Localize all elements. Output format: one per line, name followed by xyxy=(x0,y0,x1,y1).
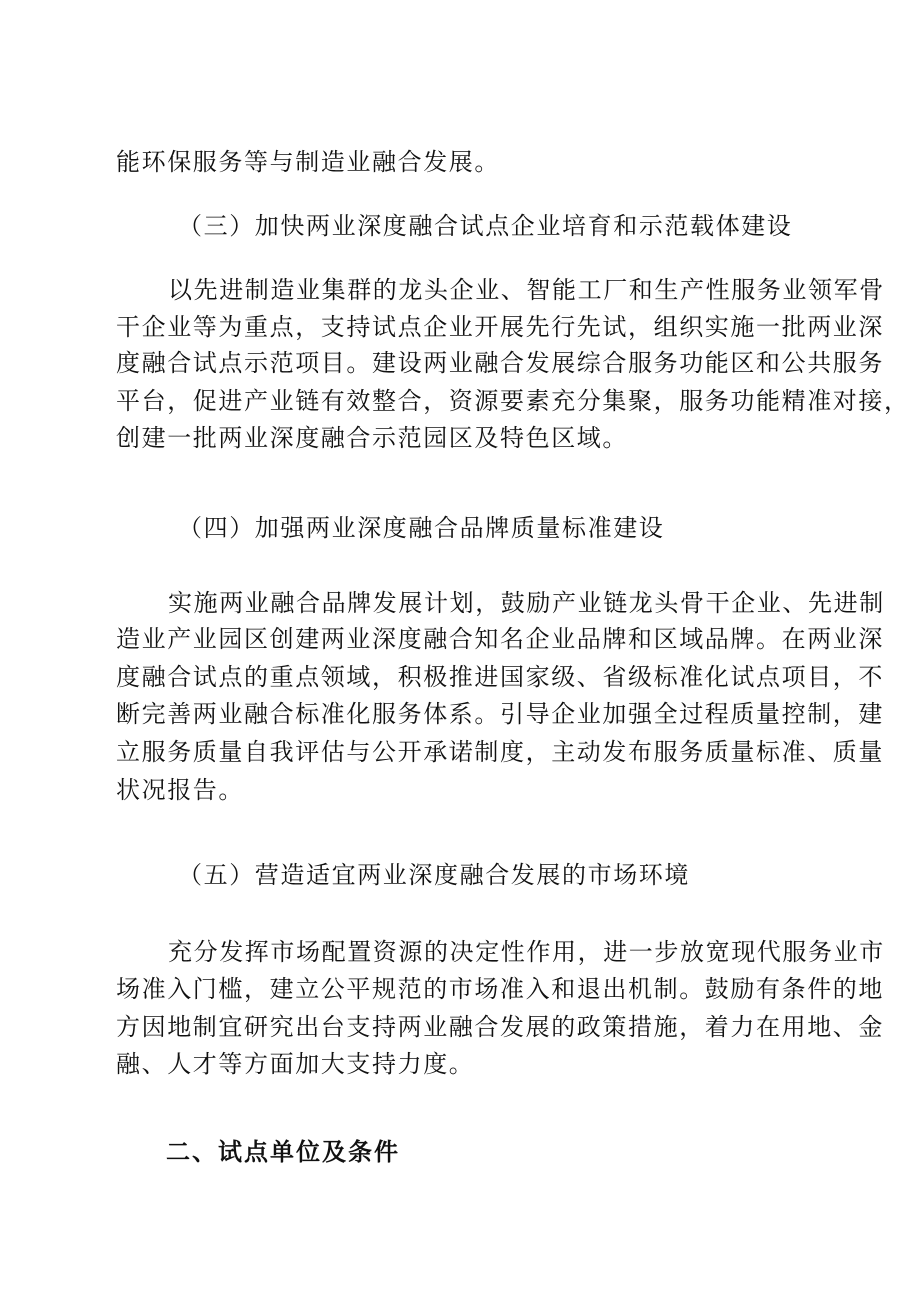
paragraph-line: 场准入门槛，建立公平规范的市场准入和退出机制。鼓励有条件的地 xyxy=(116,975,884,1003)
subheading-4: （四）加强两业深度融合品牌质量标准建设 xyxy=(178,514,665,542)
paragraph-line: 断完善两业融合标准化服务体系。引导企业加强全过程质量控制，建 xyxy=(116,700,884,728)
subheading-3: （三）加快两业深度融合试点企业培育和示范载体建设 xyxy=(178,212,793,240)
paragraph-line: 能环保服务等与制造业融合发展。 xyxy=(116,148,500,176)
paragraph-line: 方因地制宜研究出台支持两业融合发展的政策措施，着力在用地、金 xyxy=(116,1013,884,1041)
paragraph-line: 充分发挥市场配置资源的决定性作用，进一步放宽现代服务业市 xyxy=(168,938,885,966)
paragraph-line: 实施两业融合品牌发展计划，鼓励产业链龙头骨干企业、先进制 xyxy=(168,589,885,617)
paragraph-line: 平台，促进产业链有效整合，资源要素充分集聚，服务功能精准对接， xyxy=(116,387,910,415)
paragraph-line: 以先进制造业集群的龙头企业、智能工厂和生产性服务业领军骨 xyxy=(168,276,885,304)
paragraph-line: 融、人才等方面加大支持力度。 xyxy=(116,1050,475,1078)
paragraph-line: 状况报告。 xyxy=(116,776,244,804)
paragraph-line: 立服务质量自我评估与公开承诺制度，主动发布服务质量标准、质量 xyxy=(116,738,884,766)
subheading-5: （五）营造适宜两业深度融合发展的市场环境 xyxy=(178,861,690,889)
paragraph-line: 度融合试点示范项目。建设两业融合发展综合服务功能区和公共服务 xyxy=(116,349,884,377)
paragraph-line: 创建一批两业深度融合示范园区及特色区域。 xyxy=(116,424,628,452)
paragraph-line: 度融合试点的重点领域，积极推进国家级、省级标准化试点项目，不 xyxy=(116,663,884,691)
paragraph-line: 干企业等为重点，支持试点企业开展先行先试，组织实施一批两业深 xyxy=(116,313,884,341)
paragraph-line: 造业产业园区创建两业深度融合知名企业品牌和区域品牌。在两业深 xyxy=(116,625,884,653)
section-heading: 二、试点单位及条件 xyxy=(166,1138,400,1166)
